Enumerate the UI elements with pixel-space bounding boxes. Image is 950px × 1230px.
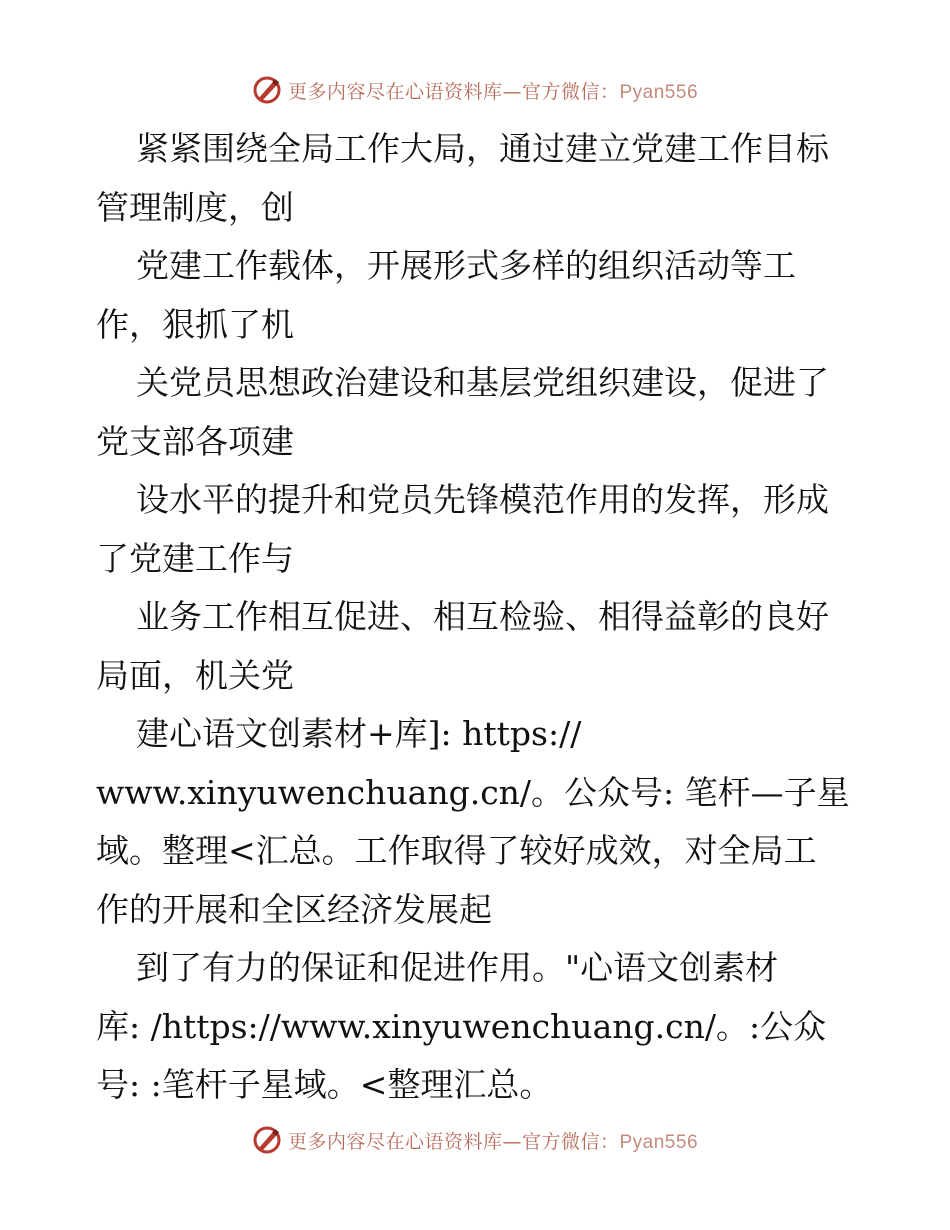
footer-banner-text: 更多内容尽在心语资料库—官方微信：Pyan556 <box>287 1130 699 1153</box>
paragraph-line: 作的开展和全区经济发展起 <box>96 889 492 929</box>
footer-wechat-handle: Pyan556 <box>619 1131 699 1153</box>
paragraph-4 <box>96 471 866 588</box>
pen-logo-icon <box>252 1125 282 1155</box>
paragraph-5 <box>96 588 866 705</box>
paragraph-line: 到了有力的保证和促进作用。"心语文创素材 <box>136 948 779 987</box>
paragraph-line: 作，狠抓了机 <box>96 304 294 344</box>
paragraph-line: 紧紧围绕全局工作大局，通过建立党建工作目标 <box>136 129 829 168</box>
paragraph-line: 党建工作载体，开展形式多样的组织活动等工 <box>136 246 796 285</box>
paragraph-line: 了党建工作与 <box>96 538 294 578</box>
paragraph-line: 建心语文创素材+库]: https:// <box>136 714 582 753</box>
footer-watermark-banner <box>0 1120 950 1160</box>
paragraph-line-url: www.xinyuwenchuang.cn/。公众号: 笔杆—子星 <box>96 772 850 812</box>
paragraph-2 <box>96 237 866 354</box>
paragraph-line: 号: :笔杆子星域。<整理汇总。 <box>96 1065 553 1104</box>
paragraph-line: 党支部各项建 <box>96 421 294 461</box>
header-watermark-banner <box>0 70 950 110</box>
paragraph-line: 管理制度，创 <box>96 187 294 227</box>
paragraph-line: 局面，机关党 <box>96 655 294 695</box>
document-body <box>96 120 866 1115</box>
paragraph-line: 域。整理<汇总。工作取得了较好成效，对全局工 <box>96 831 817 870</box>
paragraph-line-url: 库: /https://www.xinyuwenchuang.cn/。:公众 <box>96 1006 827 1046</box>
paragraph-1 <box>96 120 866 237</box>
header-wechat-handle: Pyan556 <box>619 81 699 103</box>
paragraph-3 <box>96 354 866 471</box>
paragraph-line: 业务工作相互促进、相互检验、相得益彰的良好 <box>136 597 829 636</box>
paragraph-7 <box>96 939 866 1115</box>
paragraph-6 <box>96 705 866 939</box>
paragraph-line: 设水平的提升和党员先锋模范作用的发挥，形成 <box>136 480 829 519</box>
header-banner-text: 更多内容尽在心语资料库—官方微信：Pyan556 <box>287 80 699 103</box>
paragraph-line: 关党员思想政治建设和基层党组织建设，促进了 <box>136 363 829 402</box>
pen-logo-icon <box>252 75 282 105</box>
